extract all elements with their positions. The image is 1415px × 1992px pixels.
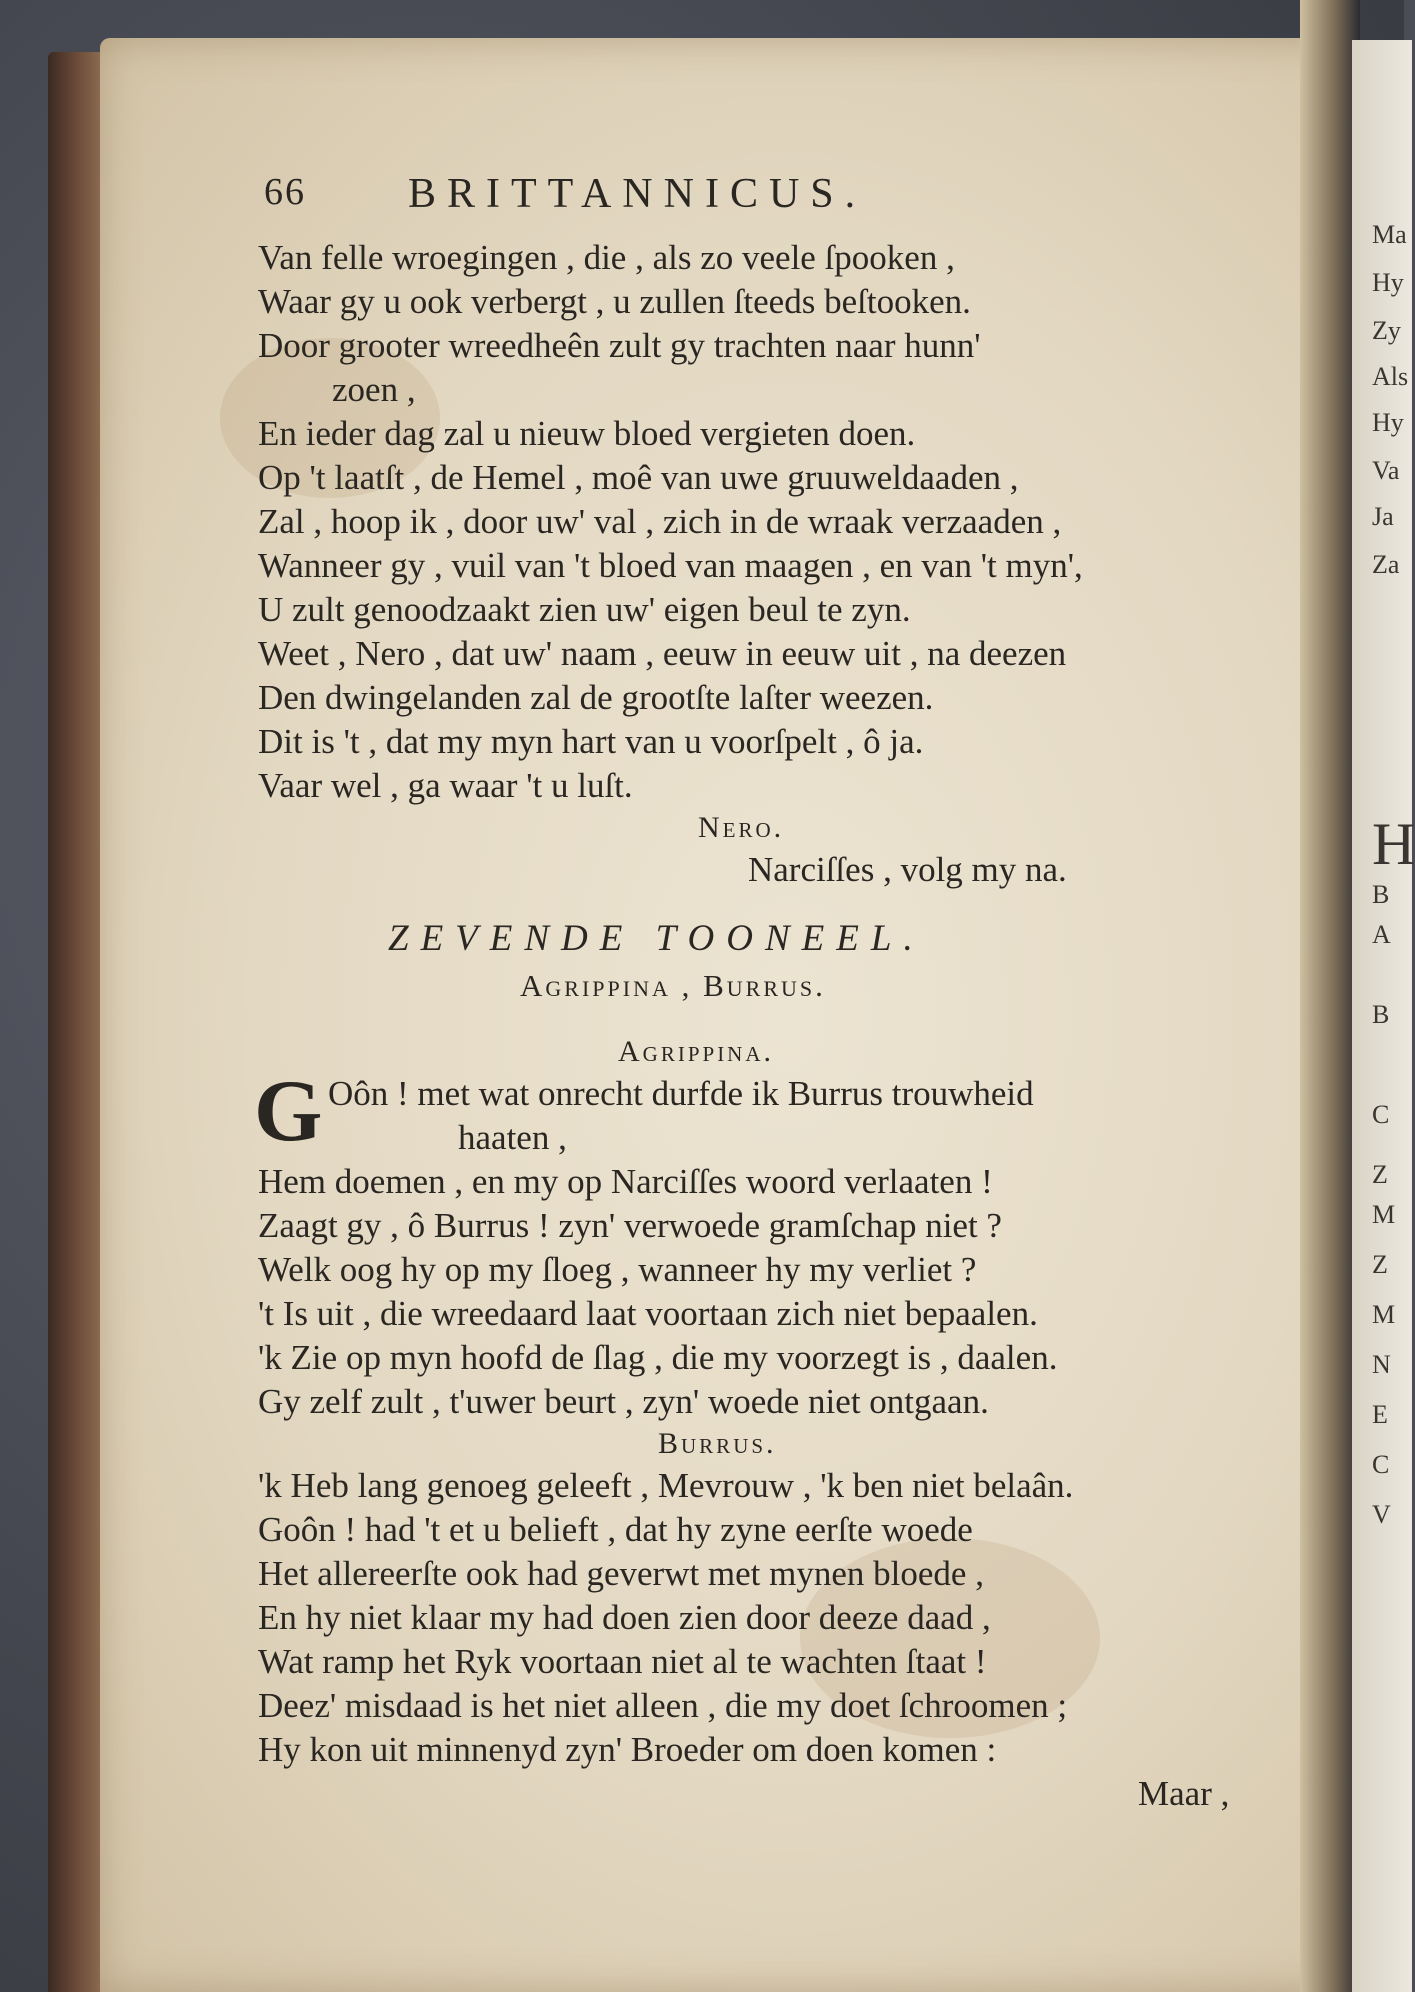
- page-number: 66: [264, 171, 306, 213]
- speaker-burrus: Burrus.: [658, 1427, 777, 1460]
- book-gutter: [1300, 0, 1360, 1992]
- verse-line: Zaagt gy , ô Burrus ! zyn' verwoede gramſchap niet ?: [258, 1206, 1002, 1245]
- facing-page-fragment: B: [1372, 880, 1390, 909]
- verse-line: Zal , hoop ik , door uw' val , zich in de wraak verzaaden ,: [258, 502, 1062, 541]
- facing-page-fragment: Hy: [1372, 268, 1404, 297]
- verse-line: Gy zelf zult , t'uwer beurt , zyn' woede niet ontgaan.: [258, 1382, 989, 1421]
- speaker-agrippina: Agrippina.: [618, 1035, 775, 1068]
- facing-page-fragment: M: [1372, 1300, 1396, 1329]
- verse-line: Vaar wel , ga waar 't u luſt.: [258, 766, 633, 805]
- agrippina-speech: [254, 1063, 1258, 1424]
- verse-line: Wat ramp het Ryk voortaan niet al te wachten ſtaat !: [258, 1642, 987, 1681]
- catchword: Maar ,: [1138, 1774, 1230, 1813]
- running-title: BRITTANNICUS.: [408, 171, 867, 217]
- facing-page-fragment: Zy: [1372, 316, 1401, 345]
- verse-line: En ieder dag zal u nieuw bloed vergieten doen.: [258, 414, 916, 453]
- scene-title: ZEVENDE TOONEEL.: [388, 918, 925, 959]
- facing-page-fragment: Ja: [1372, 502, 1394, 531]
- verse-line: 't Is uit , die wreedaard laat voortaan zich niet bepaalen.: [258, 1294, 1038, 1333]
- facing-page-fragment: Hy: [1372, 408, 1404, 437]
- scene-persons: Agrippina , Burrus.: [520, 968, 826, 1003]
- verse-line: Het allereerſte ook had geverwt met mynen bloede ,: [258, 1554, 984, 1593]
- burrus-speech: [258, 1464, 1258, 1772]
- verse-line: Welk oog hy op my ſloeg , wanneer hy my verliet ?: [258, 1250, 977, 1289]
- verse-line: Waar gy u ook verbergt , u zullen ſteeds beſtooken.: [258, 282, 971, 321]
- verse-line: zoen ,: [332, 370, 416, 409]
- verse-line: Wanneer gy , vuil van 't bloed van maagen , en van 't myn',: [258, 546, 1083, 585]
- facing-page-fragment: H: [1372, 811, 1415, 877]
- facing-page-fragment: Z: [1372, 1250, 1388, 1279]
- facing-page-fragment: Als: [1372, 362, 1409, 391]
- verse-line: Hy kon uit minnenyd zyn' Broeder om doen komen :: [258, 1730, 997, 1769]
- drop-cap: G: [254, 1063, 323, 1160]
- verse-line: En hy niet klaar my had doen zien door deeze daad ,: [258, 1598, 991, 1637]
- verse-line: U zult genoodzaakt zien uw' eigen beul te zyn.: [258, 590, 911, 629]
- page-text: [254, 170, 1258, 1816]
- verse-line: Op 't laatſt , de Hemel , moê van uwe gruuweldaaden ,: [258, 458, 1019, 497]
- verse-line: Oôn ! met wat onrecht durfde ik Burrus trouwheid: [328, 1074, 1034, 1113]
- verse-line: Weet , Nero , dat uw' naam , eeuw in eeuw uit , na deezen: [258, 634, 1067, 673]
- verse-line: 'k Zie op myn hoofd de ſlag , die my voorzegt is , daalen.: [258, 1338, 1058, 1377]
- page-header: [258, 170, 1258, 236]
- facing-page-fragment: Z: [1372, 1160, 1388, 1189]
- verse-line: Door grooter wreedheên zult gy trachten naar hunn': [258, 326, 981, 365]
- facing-page-fragment: C: [1372, 1450, 1390, 1479]
- verse-line: Goôn ! had 't et u belieft , dat hy zyne eerſte woede: [258, 1510, 973, 1549]
- verse-line: haaten ,: [458, 1118, 567, 1157]
- verse-line: Deez' misdaad is het niet alleen , die my doet ſchroomen ;: [258, 1686, 1068, 1725]
- facing-page-fragment: E: [1372, 1400, 1388, 1429]
- verse-line: Narciſſes , volg my na.: [748, 850, 1067, 889]
- facing-page-fragment: Ma: [1372, 220, 1407, 249]
- facing-page-fragment: Za: [1372, 550, 1400, 579]
- speech-before: [258, 236, 1258, 808]
- speaker-nero: Nero.: [698, 811, 785, 844]
- facing-page-fragment: V: [1372, 1500, 1391, 1529]
- verse-line: Dit is 't , dat my myn hart van u voorſpelt , ô ja.: [258, 722, 924, 761]
- facing-page-fragment: A: [1372, 920, 1391, 949]
- facing-page-fragment: N: [1372, 1350, 1391, 1379]
- verse-line: 'k Heb lang genoeg geleeft , Mevrouw , 'k ben niet belaân.: [258, 1466, 1074, 1505]
- facing-page-fragment: C: [1372, 1100, 1390, 1129]
- facing-page-fragment: B: [1372, 1000, 1390, 1029]
- verse-line: Van felle wroegingen , die , als zo veele ſpooken ,: [258, 238, 955, 277]
- facing-page-fragment: M: [1372, 1200, 1396, 1229]
- verse-line: Hem doemen , en my op Narciſſes woord verlaaten !: [258, 1162, 993, 1201]
- verse-line: Den dwingelanden zal de grootſte laſter weezen.: [258, 678, 934, 717]
- facing-page: [1352, 40, 1415, 1992]
- facing-page-fragment: Va: [1372, 456, 1400, 485]
